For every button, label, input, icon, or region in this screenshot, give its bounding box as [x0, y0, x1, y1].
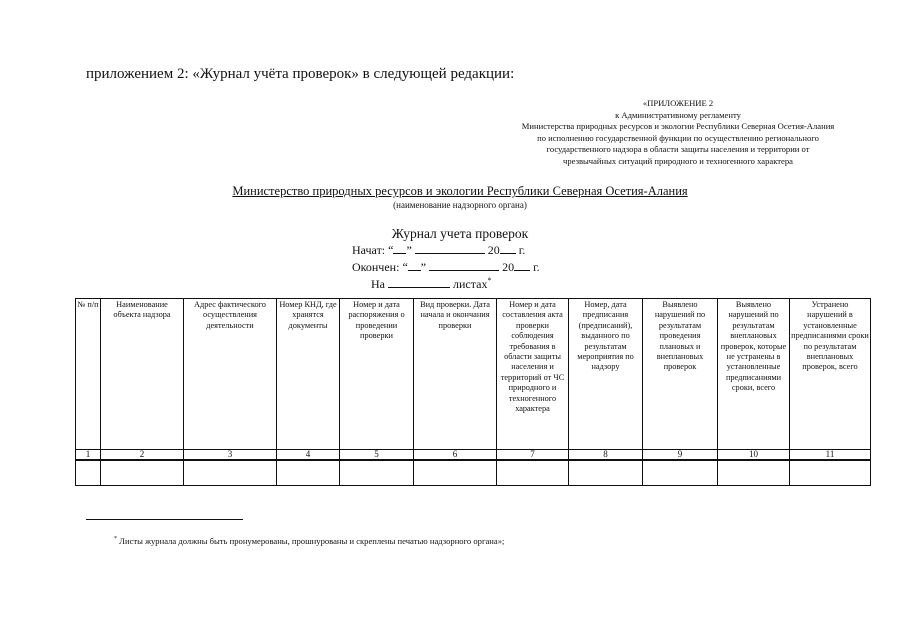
ministry-block — [200, 184, 720, 210]
column-number: 11 — [790, 450, 871, 461]
year-blank — [514, 260, 530, 271]
started-line — [352, 243, 525, 258]
ministry-caption: (наименование надзорного органа) — [393, 200, 527, 210]
header-cell: Адрес фактического осуществления деятельности — [184, 299, 277, 450]
year-suffix: г. — [533, 260, 540, 274]
year-suffix: г. — [518, 243, 526, 257]
quote-close: ” — [406, 243, 412, 257]
column-number: 2 — [101, 450, 184, 461]
quote-open: “ — [388, 243, 394, 257]
column-number: 6 — [414, 450, 497, 461]
month-blank — [415, 243, 485, 254]
header-cell: Номер и дата составления акта проверки соблюдения требования в области защиты населения и территорий от ЧС природного и техногенного характера — [497, 299, 569, 450]
column-number: 3 — [184, 450, 277, 461]
header-cell: Выявлено нарушений по результатам проведения плановых и внеплановых проверок — [643, 299, 718, 450]
appendix-line: чрезвычайных ситуаций природного и техногенного характера — [563, 155, 793, 166]
column-number: 7 — [497, 450, 569, 461]
appendix-line: «ПРИЛОЖЕНИЕ 2 — [642, 98, 714, 108]
ended-line — [352, 260, 540, 275]
table-cell — [643, 460, 718, 486]
table-cell — [76, 460, 101, 486]
quote-close: ” — [420, 260, 427, 274]
sheets-prefix: На — [371, 277, 385, 291]
year-prefix: 20 — [502, 260, 515, 274]
column-number: 10 — [718, 450, 790, 461]
month-blank — [429, 260, 499, 271]
ministry-name: Министерство природных ресурсов и экологии Республики Северная Осетия-Алания — [232, 184, 688, 198]
header-cell: Наименование объекта надзора — [101, 299, 184, 450]
header-cell: Номер КНД, где хранятся документы — [277, 299, 340, 450]
appendix-header — [468, 98, 888, 168]
column-number: 8 — [569, 450, 643, 461]
header-cell: Номер, дата предписания (предписаний), выданного по результатам мероприятия по надзору — [569, 299, 643, 450]
sheets-footnote-mark: * — [487, 276, 492, 285]
header-cell: № п/п — [76, 299, 101, 450]
header-cell: Номер и дата распоряжения о проведении проверки — [340, 299, 414, 450]
year-prefix: 20 — [487, 243, 500, 257]
appendix-line: по исполнению государственной функции по осуществлению регионального — [537, 132, 819, 143]
appendix-line: к Административному регламенту — [615, 109, 741, 120]
header-cell: Устранено нарушений в установленные предписаниями сроки по результатам внеплановых проверок, всего — [790, 299, 871, 450]
sheets-line — [371, 277, 491, 292]
column-number: 9 — [643, 450, 718, 461]
sheets-suffix: листах — [453, 277, 488, 291]
footnote — [114, 536, 504, 546]
column-number: 4 — [277, 450, 340, 461]
footnote-divider — [86, 519, 243, 520]
column-number: 1 — [76, 450, 101, 461]
table-cell — [277, 460, 340, 486]
header-cell: Вид проверки. Дата начала и окончания проверки — [414, 299, 497, 450]
table-cell — [497, 460, 569, 486]
table-cell — [101, 460, 184, 486]
intro-text: приложением 2: «Журнал учёта проверок» в следующей редакции: — [86, 66, 515, 82]
table-cell — [414, 460, 497, 486]
column-number-row — [76, 450, 871, 461]
table-cell — [790, 460, 871, 486]
quote-open: “ — [402, 260, 408, 274]
appendix-line: Министерства природных ресурсов и экологии Республики Северная Осетия-Алания — [521, 121, 835, 132]
table-cell — [569, 460, 643, 486]
table-cell — [718, 460, 790, 486]
footnote-mark: * — [114, 536, 117, 543]
column-number: 5 — [340, 450, 414, 461]
appendix-line: государственного надзора в области защиты населения и территории от — [546, 144, 810, 155]
inspection-log-table — [75, 298, 871, 486]
started-label: Начат: — [352, 243, 386, 257]
day-blank — [408, 260, 421, 271]
table-row — [76, 460, 871, 486]
sheets-blank — [388, 277, 450, 288]
table-cell — [340, 460, 414, 486]
journal-title: Журнал учета проверок — [391, 226, 529, 241]
footnote-text: Листы журнала должны быть пронумерованы, прошнурованы и скреплены печатью надзорного органа»; — [119, 536, 505, 546]
header-cell: Выявлено нарушений по результатам внеплановых проверок, которые не устранены в установленные предписаниями сроки, всего — [718, 299, 790, 450]
ended-label: Окончен: — [352, 260, 400, 274]
year-blank — [500, 243, 516, 254]
table-cell — [184, 460, 277, 486]
day-blank — [393, 243, 406, 254]
table-header-row — [76, 299, 871, 450]
